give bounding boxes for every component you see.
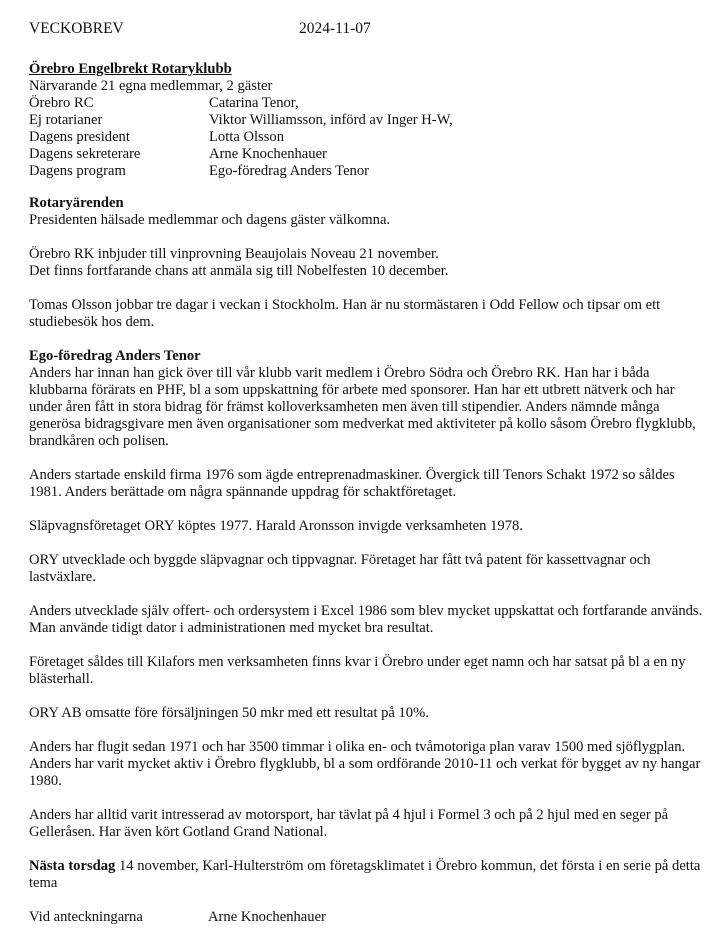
newsletter-page xyxy=(29,20,709,926)
paragraph-talk-excel: Anders utvecklade själv offert- och ordersystem i Excel 1986 som blev mycket uppskattat och fortfarande används. Man använde tidigt dator i administrationen med mycket bra resultat. xyxy=(29,603,703,636)
paragraph-talk-sold: Företaget såldes till Kilafors men verksamheten finns kvar i Örebro under eget namn och har satsat på bl a en ny blästerhall. xyxy=(29,654,686,687)
paragraph-welcome: Presidenten hälsade medlemmar och dagens gäster välkomna. xyxy=(29,212,391,228)
paragraph-nobel-party: Det finns fortfarande chans att anmäla sig till Nobelfesten 10 december. xyxy=(29,263,449,279)
info-value: Ego-föredrag Anders Tenor xyxy=(209,163,369,179)
info-value: Arne Knochenhauer xyxy=(209,146,327,162)
info-label: Dagens program xyxy=(29,163,126,179)
paragraph-talk-firm: Anders startade enskild firma 1976 som ägde entreprenadmaskiner. Övergick till Tenors Schakt 1972 so såldes 1981. Anders berättade om några spännande uppdrag för schaktföretaget. xyxy=(29,467,675,500)
paragraph-talk-flying: Anders har flugit sedan 1971 och har 3500 timmar i olika en- och tvåmotoriga plan varav 1500 med sjöflygplan. Anders har varit mycket aktiv i Örebro flygklubb, bl a som ordförande 2010-11 och verkat för bygget av ny hangar 1980. xyxy=(29,739,701,789)
paragraph-tomas-olsson: Tomas Olsson jobbar tre dagar i veckan i Stockholm. Han är nu stormästaren i Odd Fellow och tipsar om ett studiebesök hos dem. xyxy=(29,297,661,330)
info-row-secretary xyxy=(29,146,709,163)
club-name: Örebro Engelbrekt Rotaryklubb xyxy=(29,61,232,77)
info-row-program xyxy=(29,163,709,180)
info-label: Ej rotarianer xyxy=(29,112,103,128)
paragraph-talk-turnover: ORY AB omsatte före försäljningen 50 mkr med ett resultat på 10%. xyxy=(29,705,429,721)
paragraph-talk-ory-bought: Släpvagnsföretaget ORY köptes 1977. Harald Aronsson invigde verksamheten 1978. xyxy=(29,518,523,534)
next-thursday-label: Nästa torsdag xyxy=(29,858,116,874)
newsletter-date: 2024-11-07 xyxy=(299,20,371,37)
paragraph-wine-tasting: Örebro RK inbjuder till vinprovning Beaujolais Noveau 21 november. xyxy=(29,246,439,262)
info-label: Dagens sekreterare xyxy=(29,146,141,162)
section-heading-rotary-affairs: Rotaryärenden xyxy=(29,195,124,211)
info-label: Örebro RC xyxy=(29,95,94,111)
attendance-line: Närvarande 21 egna medlemmar, 2 gäster xyxy=(29,78,273,94)
info-value: Catarina Tenor, xyxy=(209,95,299,111)
section-heading-ego-talk: Ego-föredrag Anders Tenor xyxy=(29,348,201,364)
info-value: Viktor Williamsson, införd av Inger H-W, xyxy=(209,112,453,128)
paragraph-talk-intro: Anders har innan han gick över till vår klubb varit medlem i Örebro Södra och Örebro RK. Han har i båda klubbarna förärats en PHF, bl a som uppskattning för arbete med sponsorer. Han har ett utbrett nätverk och har under åren fått in stora bidrag för främst kolloverksamheten men även till stipendier. Anders nämnde många generösa bidragsgivare men även organisationer som medverkat med aktiviteter på kollo såsom Örebro flygklubb, brandkåren och polisen. xyxy=(29,365,696,449)
next-thursday-text: 14 november, Karl-Hulterström om företagsklimatet i Örebro kommun, det första i en serie på detta tema xyxy=(29,858,701,891)
info-value: Lotta Olsson xyxy=(209,129,284,145)
newsletter-title: VECKOBREV xyxy=(29,20,124,37)
paragraph-talk-motorsport: Anders har alltid varit intresserad av motorsport, har tävlat på 4 hjul i Formel 3 och på 2 hjul med en seger på Gelleråsen. Har även kört Gotland Grand National. xyxy=(29,807,669,840)
paragraph-talk-ory-products: ORY utvecklade och byggde släpvagnar och tippvagnar. Företaget har fått två patent för kassettvagnar och lastväxlare. xyxy=(29,552,651,585)
info-row-guest-club xyxy=(29,95,709,112)
info-row-president xyxy=(29,129,709,146)
newsletter-header xyxy=(29,20,709,40)
signature-label: Vid anteckningarna xyxy=(29,909,143,925)
paragraph-next-thursday xyxy=(29,858,709,892)
info-label: Dagens president xyxy=(29,129,130,145)
signature-line xyxy=(29,909,709,926)
signature-name: Arne Knochenhauer xyxy=(208,909,326,925)
info-row-non-rotarians xyxy=(29,112,709,129)
